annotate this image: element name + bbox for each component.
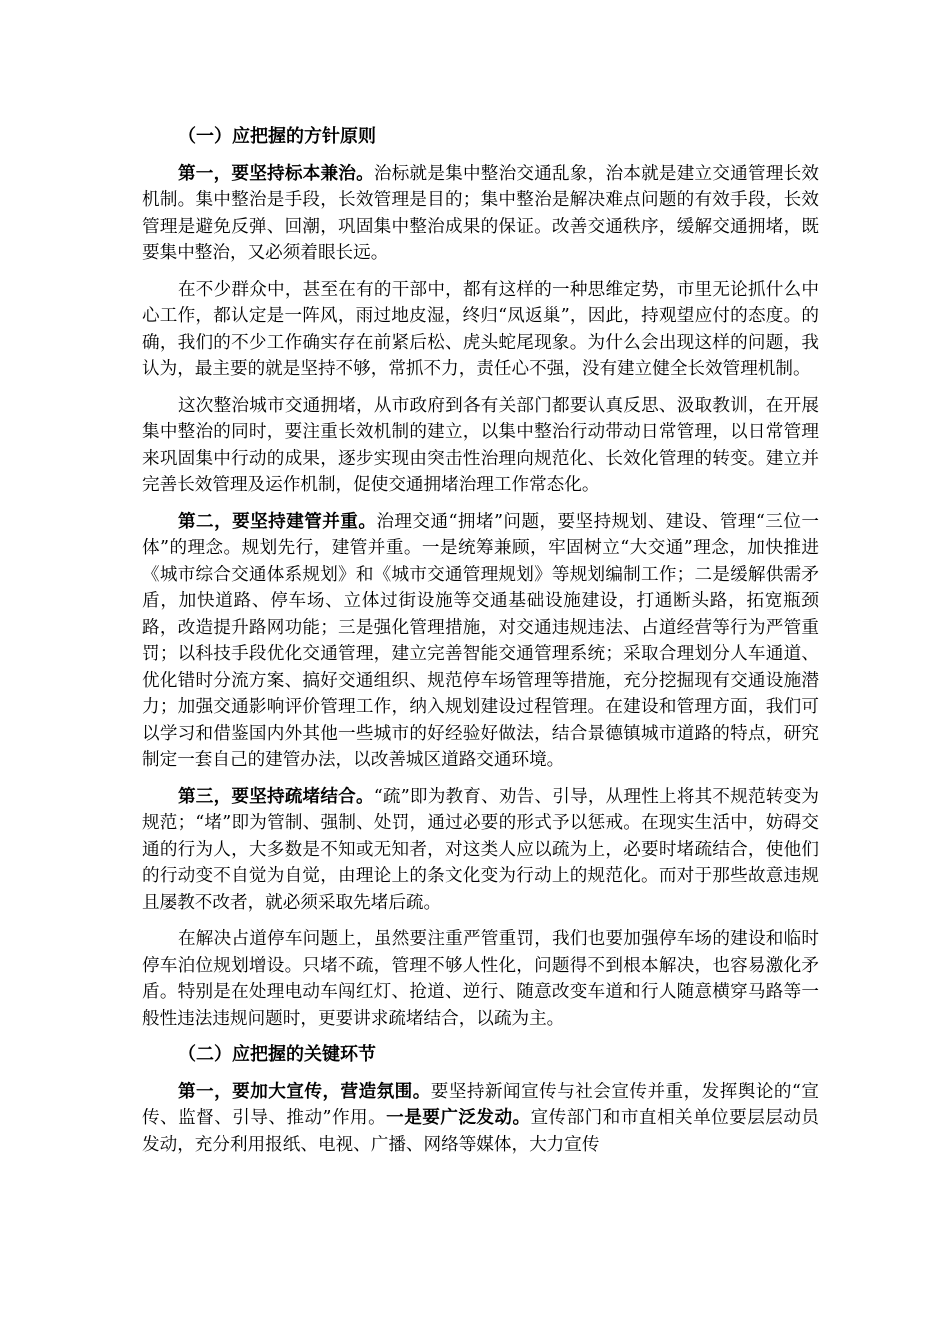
paragraph-3: 这次整治城市交通拥堵，从市政府到各有关部门都要认真反思、汲取教训，在开展集中整治的同时，要注重长效机制的建立，以集中整治行动带动日常管理，以日常管理来巩固集中行动的成果，逐步实现由突击性治理向规范化、长效化管理的转变。建立并完善长效管理及运作机制，促使交通拥堵治理工作常态化。: [142, 395, 819, 495]
paragraph-7-lead: 第一，要加大宣传，营造氛围。: [178, 1080, 431, 1102]
paragraph-4-text: 治理交通“拥堵”问题，要坚持规划、建设、管理“三位一体”的理念。规划先行，建管并重。一是统筹兼顾，牢固树立“大交通”理念，加快推进《城市综合交通体系规划》和《城市交通管理规划》等规划编制工作；二是缓解供需矛盾，加快道路、停车场、立体过街设施等交通基础设施建设，打通断头路，拓宽瓶颈路，改造提升路网功能；三是强化管理措施，对交通违规违法、占道经营等行为严管重罚；以科技手段优化交通管理，建立完善智能交通管理系统；采取合理划分人车通道、优化错时分流方案、搞好交通组织、规范停车场管理等措施，充分挖掘现有交通设施潜力；加强交通影响评价管理工作，纳入规划建设过程管理。在建设和管理方面，我们可以学习和借鉴国内外其他一些城市的好经验好做法，结合景德镇城市道路的特点，研究制定一套自己的建管办法，以改善城区道路交通环境。: [142, 511, 819, 770]
paragraph-1-lead: 第一，要坚持标本兼治。: [178, 162, 374, 184]
paragraph-4-lead: 第二，要坚持建管并重。: [178, 510, 377, 532]
paragraph-6: 在解决占道停车问题上，虽然要注重严管重罚，我们也要加强停车场的建设和临时停车泊位规划增设。只堵不疏，管理不够人性化，问题得不到根本解决，也容易激化矛盾。特别是在处理电动车闯红灯、抢道、逆行、随意改变车道和行人随意横穿马路等一般性违法违规问题时，更要讲求疏堵结合，以疏为主。: [142, 929, 819, 1029]
paragraph-5: [142, 784, 819, 917]
paragraph-7: [142, 1079, 819, 1159]
paragraph-5-lead: 第三，要坚持疏堵结合。: [178, 785, 374, 807]
paragraph-7-lead-2: 一是要广泛发动。: [386, 1107, 531, 1128]
paragraph-1-text: 治标就是集中整治交通乱象，治本就是建立交通管理长效机制。集中整治是手段，长效管理是目的；集中整治是解决难点问题的有效手段，长效管理是避免反弹、回潮，巩固集中整治成果的保证。改善交通秩序，缓解交通拥堵，既要集中整治，又必须着眼长远。: [142, 163, 819, 263]
paragraph-2: 在不少群众中，甚至在有的干部中，都有这样的一种思维定势，市里无论抓什么中心工作，都认定是一阵风，雨过地皮湿，终归“凤返巢”，因此，持观望应付的态度。的确，我们的不少工作确实存在前紧后松、虎头蛇尾现象。为什么会出现这样的问题，我认为，最主要的就是坚持不够，常抓不力，责任心不强，没有建立健全长效管理机制。: [142, 279, 819, 379]
section-heading-1: （一）应把握的方针原则: [178, 126, 376, 147]
paragraph-7-text-b: 宣传部门和市直相关单位要层层动员发动，充分利用报纸、电视、广播、网络等媒体，大力宣传: [142, 1108, 819, 1155]
paragraph-7-text-a: 要坚持新闻宣传与社会宣传并重，发挥舆论的“宣传、监督、引导、推动”作用。: [142, 1081, 819, 1128]
section-heading-2: （二）应把握的关键环节: [178, 1044, 376, 1065]
paragraph-5-text: “疏”即为教育、劝告、引导，从理性上将其不规范转变为规范；“堵”即为管制、强制、处罚，通过必要的形式予以惩戒。在现实生活中，妨碍交通的行为人，大多数是不知或无知者，对这类人应以疏为上，必要时堵疏结合，使他们的行动变不自觉为自觉，由理论上的条文化变为行动上的规范化。而对于那些故意违规且屡教不改者，就必须采取先堵后疏。: [142, 786, 819, 913]
paragraph-1: [142, 161, 819, 267]
paragraph-4: [142, 509, 819, 774]
